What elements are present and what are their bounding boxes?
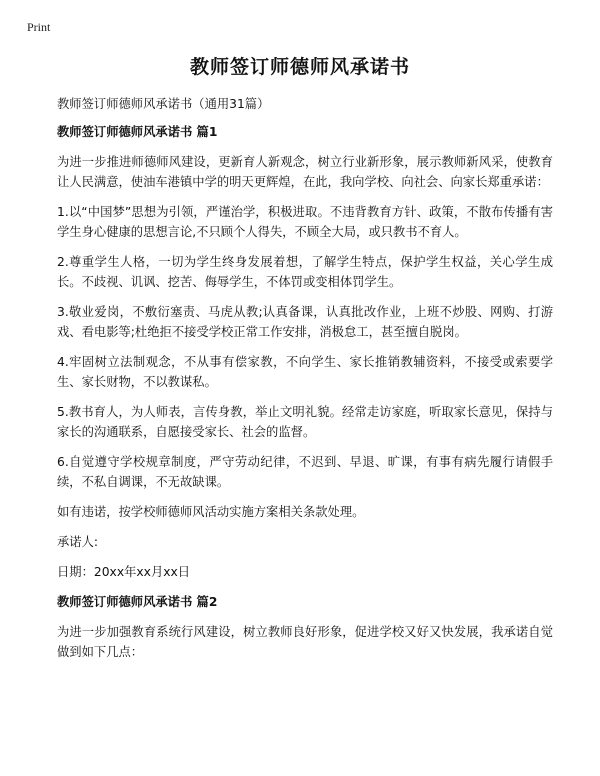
section-heading: 教师签订师德师风承诺书 篇1 <box>57 125 218 139</box>
paragraph-violation: 如有违诺，按学校师德师风活动实施方案相关条款处理。 <box>57 505 365 519</box>
document-title: 教师签订师德师风承诺书 <box>189 56 410 78</box>
paragraph-item-2: 2.尊重学生人格，一切为学生终身发展着想，了解学生特点，保护学生权益，关心学生成长。不歧视、讥讽、挖苦、侮辱学生，不体罚或变相体罚学生。 <box>57 255 553 289</box>
paragraph-item-4: 4.牢固树立法制观念，不从事有偿家教，不向学生、家长推销教辅资料，不接受或索要学生、家长财物，不以教谋私。 <box>57 355 553 389</box>
paragraph-item-6: 6.自觉遵守学校规章制度，严守劳动纪律，不迟到、早退、旷课，有事有病先履行请假手续，不私自调课，不无故缺课。 <box>57 455 553 489</box>
section-2 <box>57 592 553 662</box>
section-1 <box>57 122 553 582</box>
paragraph-item-1: 1.以“中国梦”思想为引领，严谨治学，积极进取。不违背教育方针、政策，不散布传播有害学生身心健康的思想言论,不只顾个人得失，不顾全大局，或只教书不育人。 <box>57 205 553 239</box>
paragraph-intro: 为进一步推进师德师风建设，更新育人新观念，树立行业新形象，展示教师新风采，使教育让人民满意，使油车港镇中学的明天更辉煌，在此，我向学校、向社会、向家长郑重承诺： <box>57 155 553 189</box>
paragraph-intro: 为进一步加强教育系统行风建设，树立教师良好形象，促进学校又好又快发展，我承诺自觉做到如下几点： <box>57 625 553 659</box>
signatory-line: 承诺人: <box>57 535 99 549</box>
date-line: 日期：20xx年xx月xx日 <box>57 565 191 579</box>
section-heading: 教师签订师德师风承诺书 篇2 <box>57 595 218 609</box>
document-subtitle: 教师签订师德师风承诺书（通用31篇） <box>57 97 270 111</box>
paragraph-item-3: 3.敬业爱岗，不敷衍塞责、马虎从教;认真备课，认真批改作业，上班不炒股、网购、打游戏、看电影等;杜绝拒不接受学校正常工作安排，消极怠工，甚至擅自脱岗。 <box>57 305 553 339</box>
print-label: Print <box>27 20 51 34</box>
paragraph-item-5: 5.教书育人，为人师表，言传身教，举止文明礼貌。经常走访家庭，听取家长意见，保持与家长的沟通联系，自愿接受家长、社会的监督。 <box>57 405 553 439</box>
document-body <box>57 94 553 672</box>
